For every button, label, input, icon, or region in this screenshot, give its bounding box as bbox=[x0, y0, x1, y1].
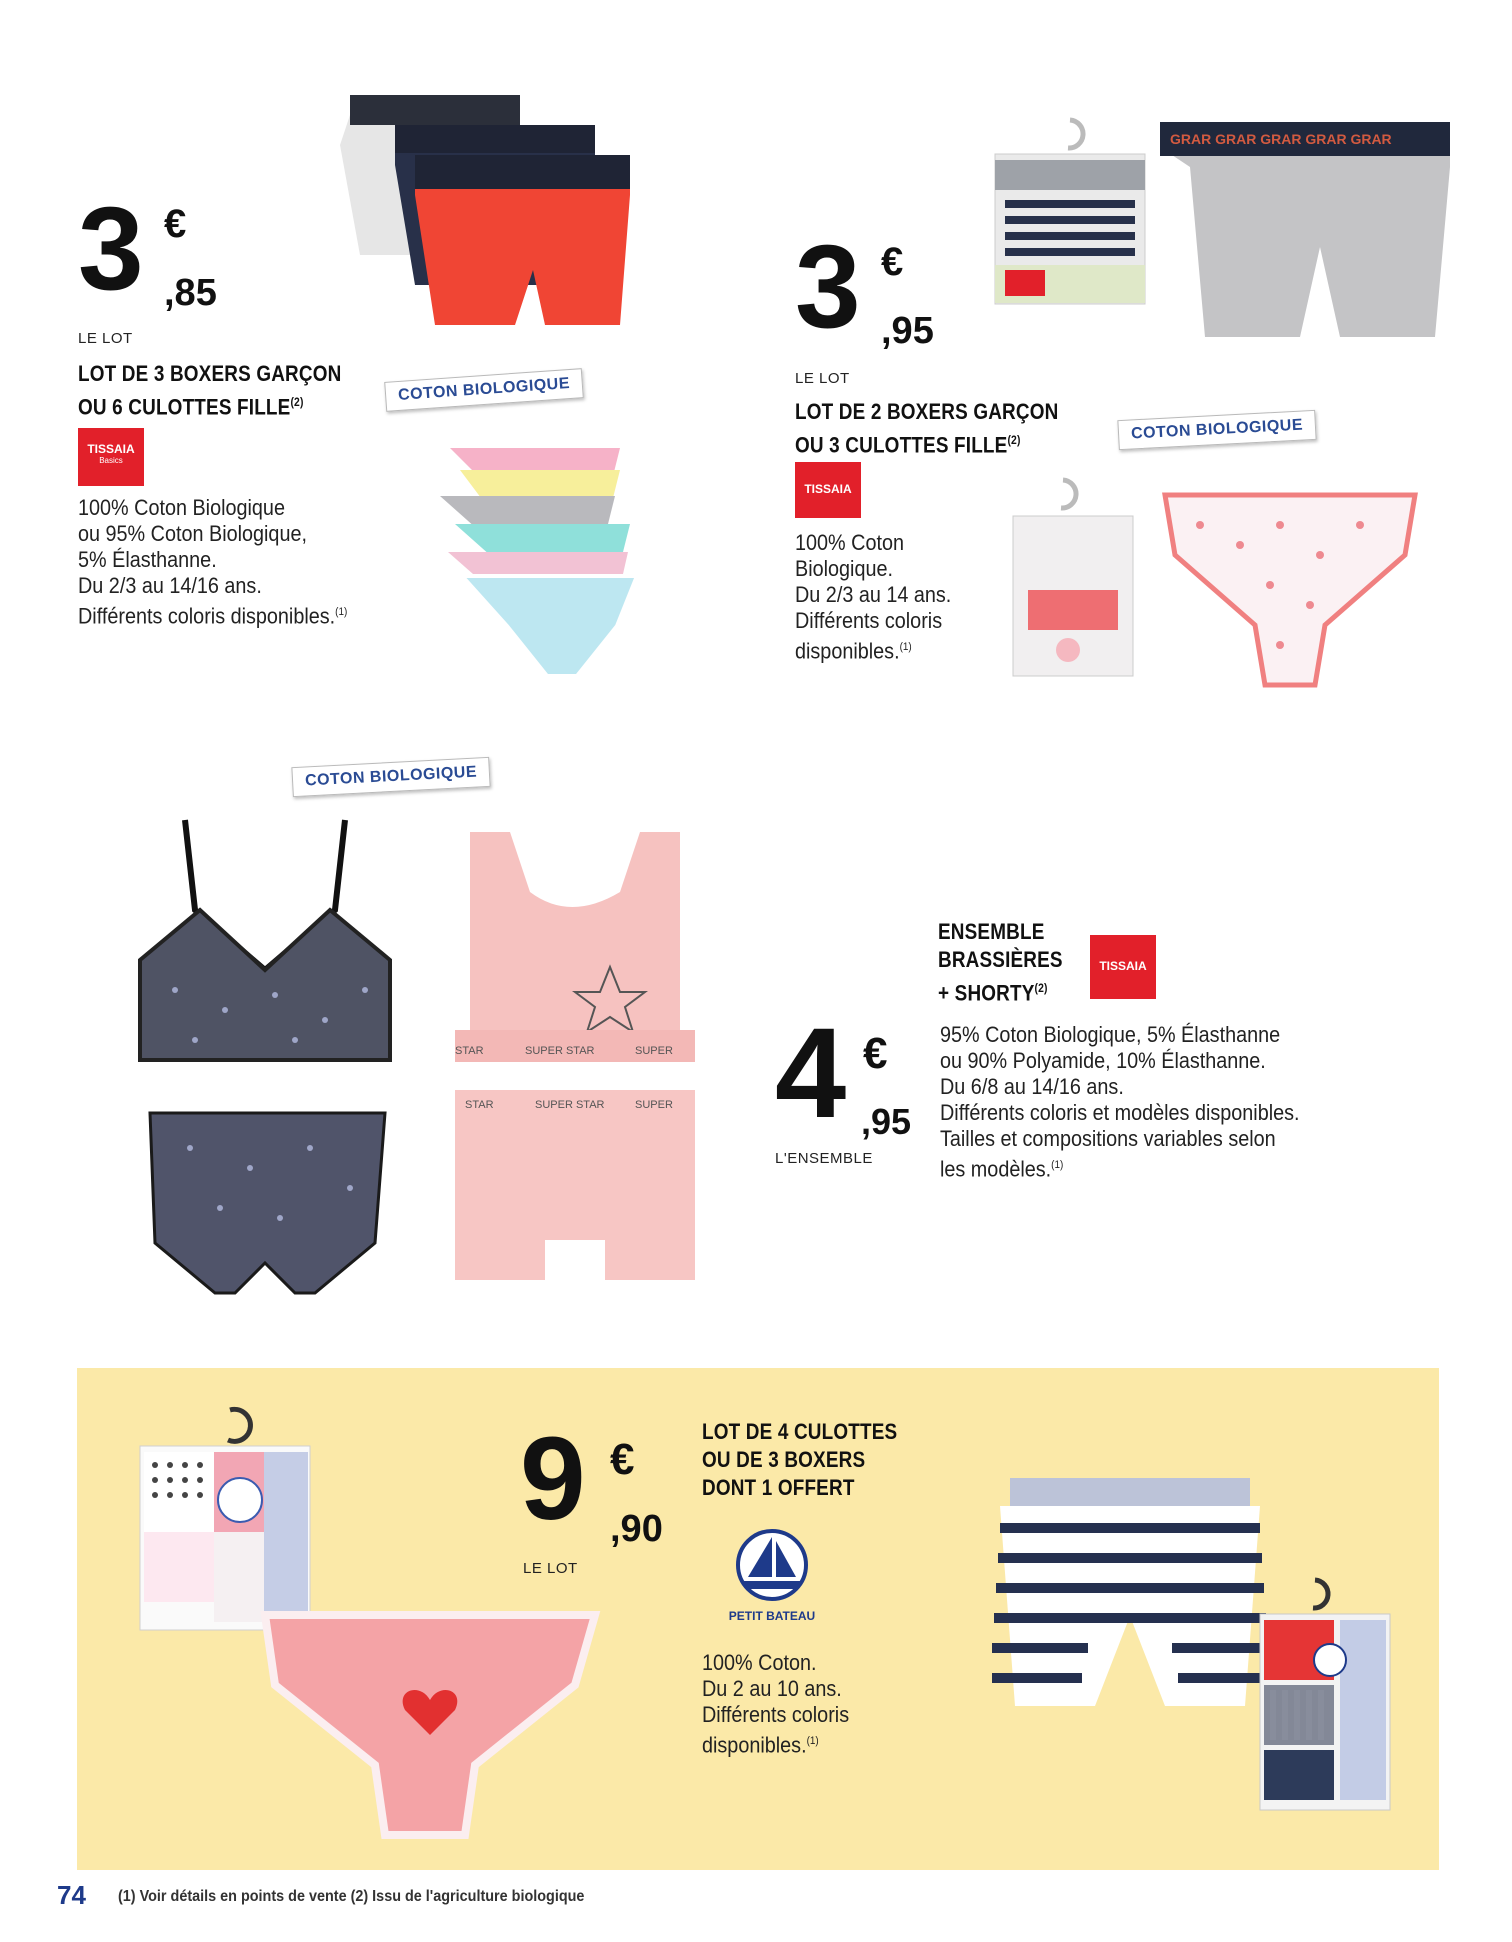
brand-name: PETIT BATEAU bbox=[728, 1609, 816, 1623]
petit-bateau-boxer-pack-image bbox=[1260, 1580, 1390, 1810]
price-currency: € bbox=[881, 240, 904, 284]
price-integer: 4 bbox=[775, 1002, 847, 1145]
tissaia-logo bbox=[1090, 935, 1156, 999]
footer-note: (1) Voir détails en points de vente (2) Issu de l'agriculture biologique bbox=[118, 1888, 585, 1905]
title-line: + SHORTY bbox=[938, 980, 1035, 1006]
title-line: LOT DE 3 BOXERS GARÇON bbox=[78, 361, 342, 386]
price-currency: € bbox=[164, 202, 187, 246]
desc-line: Du 2/3 au 14 ans. bbox=[795, 582, 952, 607]
price-product-2 bbox=[795, 221, 955, 353]
petit-bateau-briefs-pack-image bbox=[140, 1410, 310, 1630]
desc-line: disponibles. bbox=[702, 1732, 807, 1758]
price-integer: 3 bbox=[78, 183, 144, 315]
price-product-4 bbox=[520, 1413, 680, 1550]
brand-name: TISSAIA bbox=[87, 442, 135, 456]
title-line: BRASSIÈRES bbox=[938, 947, 1063, 972]
grey-boxer-image bbox=[1160, 122, 1450, 352]
desc-line: disponibles. bbox=[795, 638, 900, 664]
brand-sub: Basics bbox=[99, 456, 123, 465]
brand-name: TISSAIA bbox=[804, 482, 852, 496]
brand-name: TISSAIA bbox=[1099, 959, 1147, 973]
desc-line: ou 95% Coton Biologique, bbox=[78, 521, 307, 546]
title-line: OU 3 CULOTTES FILLE bbox=[795, 432, 1008, 458]
title-line: LOT DE 2 BOXERS GARÇON bbox=[795, 399, 1059, 424]
price-unit: L'ENSEMBLE bbox=[775, 1150, 873, 1167]
organic-cotton-tag: COTON BIOLOGIQUE bbox=[384, 368, 584, 412]
price-currency: € bbox=[610, 1435, 635, 1484]
desc-line: Tailles et compositions variables selon bbox=[940, 1126, 1276, 1151]
desc-line: Différents coloris bbox=[795, 608, 943, 633]
desc-line: 100% Coton bbox=[795, 530, 904, 555]
bra-print-text: SUPER STAR bbox=[525, 1045, 595, 1057]
bra-print-text: SUPER bbox=[635, 1045, 673, 1057]
price-product-3 bbox=[775, 1002, 935, 1145]
boxer-pack-image bbox=[985, 120, 1155, 310]
price-product-1 bbox=[78, 183, 238, 315]
price-decimals: ,85 bbox=[164, 272, 217, 314]
price-currency: € bbox=[863, 1029, 888, 1078]
price-unit: LE LOT bbox=[795, 370, 850, 387]
desc-line: Du 2/3 au 14/16 ans. bbox=[78, 573, 262, 598]
title-line: DONT 1 OFFERT bbox=[702, 1475, 855, 1500]
organic-cotton-tag: COTON BIOLOGIQUE bbox=[1117, 410, 1316, 450]
product-description bbox=[78, 495, 347, 629]
dark-shorty-image bbox=[150, 1108, 385, 1298]
briefs-stack-image bbox=[440, 448, 660, 688]
organic-cotton-tag: COTON BIOLOGIQUE bbox=[291, 757, 490, 797]
footnote-ref: (2) bbox=[290, 395, 304, 409]
shorty-print-text: STAR bbox=[465, 1099, 494, 1111]
footnote-ref: (1) bbox=[335, 606, 348, 618]
footnote-ref: (1) bbox=[1051, 1159, 1064, 1171]
desc-line: Biologique. bbox=[795, 556, 893, 581]
desc-line: les modèles. bbox=[940, 1156, 1052, 1182]
shorty-print-text: SUPER bbox=[635, 1099, 673, 1111]
desc-line: Du 6/8 au 14/16 ans. bbox=[940, 1074, 1124, 1099]
pink-shorty-image bbox=[455, 1090, 695, 1300]
desc-line: ou 90% Polyamide, 10% Élasthanne. bbox=[940, 1048, 1266, 1073]
tissaia-logo bbox=[78, 428, 144, 486]
price-decimals: ,90 bbox=[610, 1508, 663, 1550]
footnote-ref: (1) bbox=[806, 1735, 819, 1747]
shorty-print-text: SUPER STAR bbox=[535, 1099, 605, 1111]
title-line: OU DE 3 BOXERS bbox=[702, 1447, 866, 1472]
price-unit: LE LOT bbox=[523, 1560, 578, 1577]
product-title bbox=[795, 398, 1058, 459]
page-number: 74 bbox=[57, 1880, 86, 1910]
product-description bbox=[702, 1650, 849, 1758]
title-line: ENSEMBLE bbox=[938, 919, 1045, 944]
desc-line: Du 2 au 10 ans. bbox=[702, 1676, 842, 1701]
petit-bateau-logo bbox=[712, 1525, 832, 1625]
waistband-text: GRAR GRAR GRAR GRAR GRAR bbox=[1170, 131, 1392, 147]
pink-sports-bra-image bbox=[455, 832, 695, 1062]
briefs-pack-image bbox=[1008, 480, 1138, 680]
price-unit: LE LOT bbox=[78, 330, 133, 347]
footnote-ref: (2) bbox=[1034, 981, 1048, 995]
desc-line: 5% Élasthanne. bbox=[78, 547, 217, 572]
title-line: LOT DE 4 CULOTTES bbox=[702, 1419, 898, 1444]
boxers-image bbox=[320, 95, 640, 345]
price-integer: 3 bbox=[795, 221, 861, 353]
striped-boxer-image bbox=[980, 1478, 1280, 1738]
desc-line: 100% Coton. bbox=[702, 1650, 817, 1675]
product-title bbox=[78, 360, 341, 421]
heart-print-brief-image bbox=[1160, 495, 1420, 695]
price-decimals: ,95 bbox=[881, 310, 934, 352]
price-integer: 9 bbox=[520, 1413, 586, 1545]
desc-line: 100% Coton Biologique bbox=[78, 495, 285, 520]
price-decimals: ,95 bbox=[861, 1101, 912, 1142]
pink-heart-brief-image bbox=[265, 1605, 595, 1845]
desc-line: Différents coloris et modèles disponibles. bbox=[940, 1100, 1300, 1125]
product-title bbox=[938, 918, 1063, 1007]
desc-line: 95% Coton Biologique, 5% Élasthanne bbox=[940, 1022, 1281, 1047]
dark-bralette-image bbox=[135, 820, 395, 1070]
footnote-ref: (2) bbox=[1007, 433, 1021, 447]
desc-line: Différents coloris bbox=[702, 1702, 850, 1727]
product-description bbox=[940, 1022, 1300, 1182]
product-title bbox=[702, 1418, 897, 1502]
tissaia-logo bbox=[795, 462, 861, 518]
desc-line: Différents coloris disponibles. bbox=[78, 603, 336, 629]
footnote-ref: (1) bbox=[899, 641, 912, 653]
product-description bbox=[795, 530, 951, 664]
title-line: OU 6 CULOTTES FILLE bbox=[78, 394, 291, 420]
bra-print-text: STAR bbox=[455, 1045, 484, 1057]
